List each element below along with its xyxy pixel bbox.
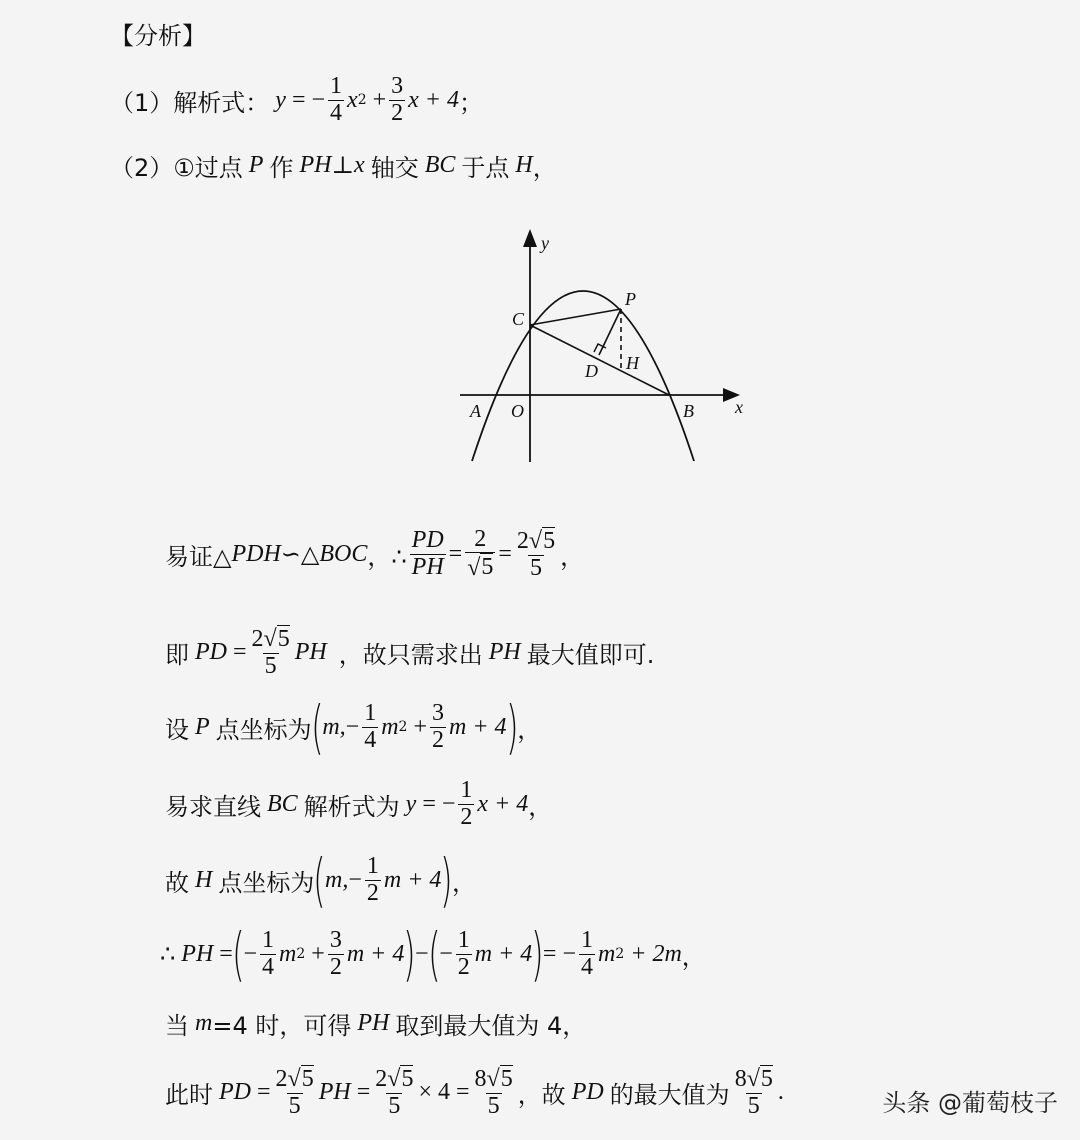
pd-expression-line: 即 PD = 2 √ 5 5 PH ，故只需求出 PH 最大值即可. [165,626,655,679]
part1-line: （1）解析式： y = − $\frac{1}{4}$ x 2 + $\frac{3}{2}$ x + 4 ； [110,73,484,126]
label-P: P [625,289,636,309]
label-H: H [626,353,639,373]
heading-text: 【分析】 [110,22,206,50]
label-O: O [511,401,524,421]
part2-line: （2）①过点 P 作 PH ⊥ x 轴交 BC 于点 H ， [110,151,557,182]
label-B: B [683,401,694,421]
label-axis-x: x [735,397,743,417]
bc-line-equation: 易求直线 BC 解析式为 y = − $\frac{1}{2}$ x + 4 ， [165,777,553,830]
fraction: $\frac{1}{4}$ [330,73,343,126]
parabola-curve [472,291,694,461]
label-C: C [512,309,525,329]
label-A: A [470,401,481,421]
section-heading [110,16,206,51]
parabola-figure [455,225,755,470]
ph-expression-line: ∴ PH = ( − $\frac{1}{4}$ m 2 + $\frac{3}{2}$ m + 4 ) − ( − $\frac{1}{2}$ m + 4 ) = − $\frac{1}{4}$ m 2 + 2m ， [160,920,706,988]
max-value-line: 当 m =4 时，可得 PH 取到最大值为 4， [165,1009,587,1040]
p-coordinate-line: 设 P 点坐标为 ( m, − $\frac{1}{4}$ m 2 + $\frac{3}{2}$ m + 4 ) ， [165,693,542,761]
label-D: D [585,361,598,381]
y-axis-arrow [523,229,537,247]
similar-triangles-line: 易证△ PDH ∽ △ BOC ，∴ $\frac{PD}{PH}$ = 2 √ 5 = 2 √ 5 5 ， [165,526,585,581]
h-coordinate-line: 故 H 点坐标为 ( m, − $\frac{1}{2}$ m + 4 ) ， [165,846,477,914]
segment-CB [530,325,669,395]
pd-max-line: 此时 PD = 2 √ 5 5 PH = 2 √ 5 5 × 4 = 8 √ 5 5 ，故 PD 的最大值为 8 √ 5 5 . [165,1066,784,1119]
label-axis-y: y [541,233,549,253]
watermark: 头条 @葡萄枝子 [882,1089,1058,1117]
fraction: $\frac{3}{2}$ [391,73,404,126]
segment-PD [599,309,621,355]
